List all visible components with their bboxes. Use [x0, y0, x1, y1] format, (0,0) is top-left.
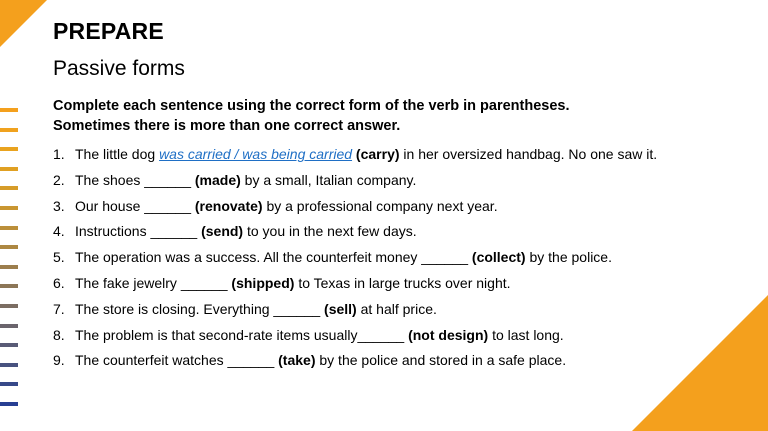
answer-blank: ______ [144, 197, 191, 214]
stripe-mark [0, 167, 18, 171]
answer-blank: ______ [421, 249, 469, 266]
sentence-text: The problem is that second-rate items usually [75, 326, 358, 343]
page-subtitle: Passive forms [53, 57, 185, 80]
verb-hint: (carry) [352, 146, 400, 162]
stripe-mark [0, 226, 18, 230]
sentence-item [53, 323, 657, 349]
stripe-mark [0, 402, 18, 406]
corner-triangle-top-left [0, 0, 47, 47]
answer-link[interactable]: was carried / was being carried [159, 146, 353, 162]
sentence-list [53, 142, 657, 374]
sentence-text: in her oversized handbag. No one saw it. [399, 146, 658, 162]
sentence-item [53, 194, 657, 220]
answer-blank: ______ [227, 352, 275, 369]
sentence-text: by a professional company next year. [262, 197, 498, 214]
sentence-text: by a small, Italian company. [240, 171, 417, 188]
answer-blank: ______ [180, 274, 228, 291]
answer-blank: ______ [150, 223, 198, 240]
item-number: 3. [53, 197, 65, 214]
sentence-item [53, 219, 657, 245]
answer-blank: ______ [357, 326, 405, 343]
verb-hint: (collect) [468, 249, 526, 266]
verb-hint: (renovate) [190, 197, 263, 214]
verb-hint: (made) [190, 171, 241, 188]
stripe-mark [0, 108, 18, 112]
sentence-text: to Texas in large trucks over night. [294, 274, 511, 291]
item-number: 8. [53, 326, 65, 343]
stripe-mark [0, 265, 18, 269]
verb-hint: (sell) [320, 300, 357, 317]
item-number: 1. [53, 146, 65, 162]
sentence-text: Our house [75, 197, 145, 214]
page-title: PREPARE [53, 18, 164, 44]
verb-hint: (shipped) [227, 274, 295, 291]
item-number: 7. [53, 300, 65, 317]
sentence-item [53, 348, 657, 374]
item-number: 6. [53, 274, 65, 291]
sentence-text: The fake jewelry [75, 274, 181, 291]
verb-hint: (not design) [404, 326, 489, 343]
sentence-text: by the police and stored in a safe place. [315, 352, 567, 369]
sentence-item [53, 168, 657, 194]
sentence-text: The shoes [75, 171, 145, 188]
stripe-mark [0, 304, 18, 308]
stripe-mark [0, 343, 18, 347]
item-number: 5. [53, 249, 65, 266]
instructions-line-1: Complete each sentence using the correct form of the verb in parentheses. [53, 98, 570, 114]
stripe-mark [0, 363, 18, 367]
stripe-mark [0, 284, 18, 288]
item-number: 9. [53, 352, 65, 369]
answer-blank: ______ [273, 300, 321, 317]
stripe-mark [0, 245, 18, 249]
sentence-text: to you in the next few days. [243, 223, 417, 240]
stripe-mark [0, 128, 18, 132]
sentence-item [53, 142, 657, 168]
sentence-text: The little dog [75, 146, 160, 162]
sentence-text: to last long. [488, 326, 564, 343]
stripe-mark [0, 324, 18, 328]
stripe-mark [0, 147, 18, 151]
instructions-line-2: Sometimes there is more than one correct answer. [53, 118, 401, 134]
verb-hint: (send) [197, 223, 244, 240]
sentence-item [53, 245, 657, 271]
item-number: 2. [53, 171, 65, 188]
stripe-mark [0, 186, 18, 190]
stripe-mark [0, 206, 18, 210]
sentence-text: The store is closing. Everything [75, 300, 274, 317]
stripe-mark [0, 382, 18, 386]
sentence-item [53, 271, 657, 297]
verb-hint: (take) [274, 352, 316, 369]
sentence-item [53, 297, 657, 323]
sentence-text: Instructions [75, 223, 151, 240]
sentence-text: The counterfeit watches [75, 352, 228, 369]
sentence-text: by the police. [525, 249, 612, 266]
sentence-text: at half price. [356, 300, 437, 317]
sentence-text: The operation was a success. All the counterfeit money [75, 249, 422, 266]
item-number: 4. [53, 223, 65, 240]
answer-blank: ______ [144, 171, 191, 188]
instructions [53, 96, 693, 136]
